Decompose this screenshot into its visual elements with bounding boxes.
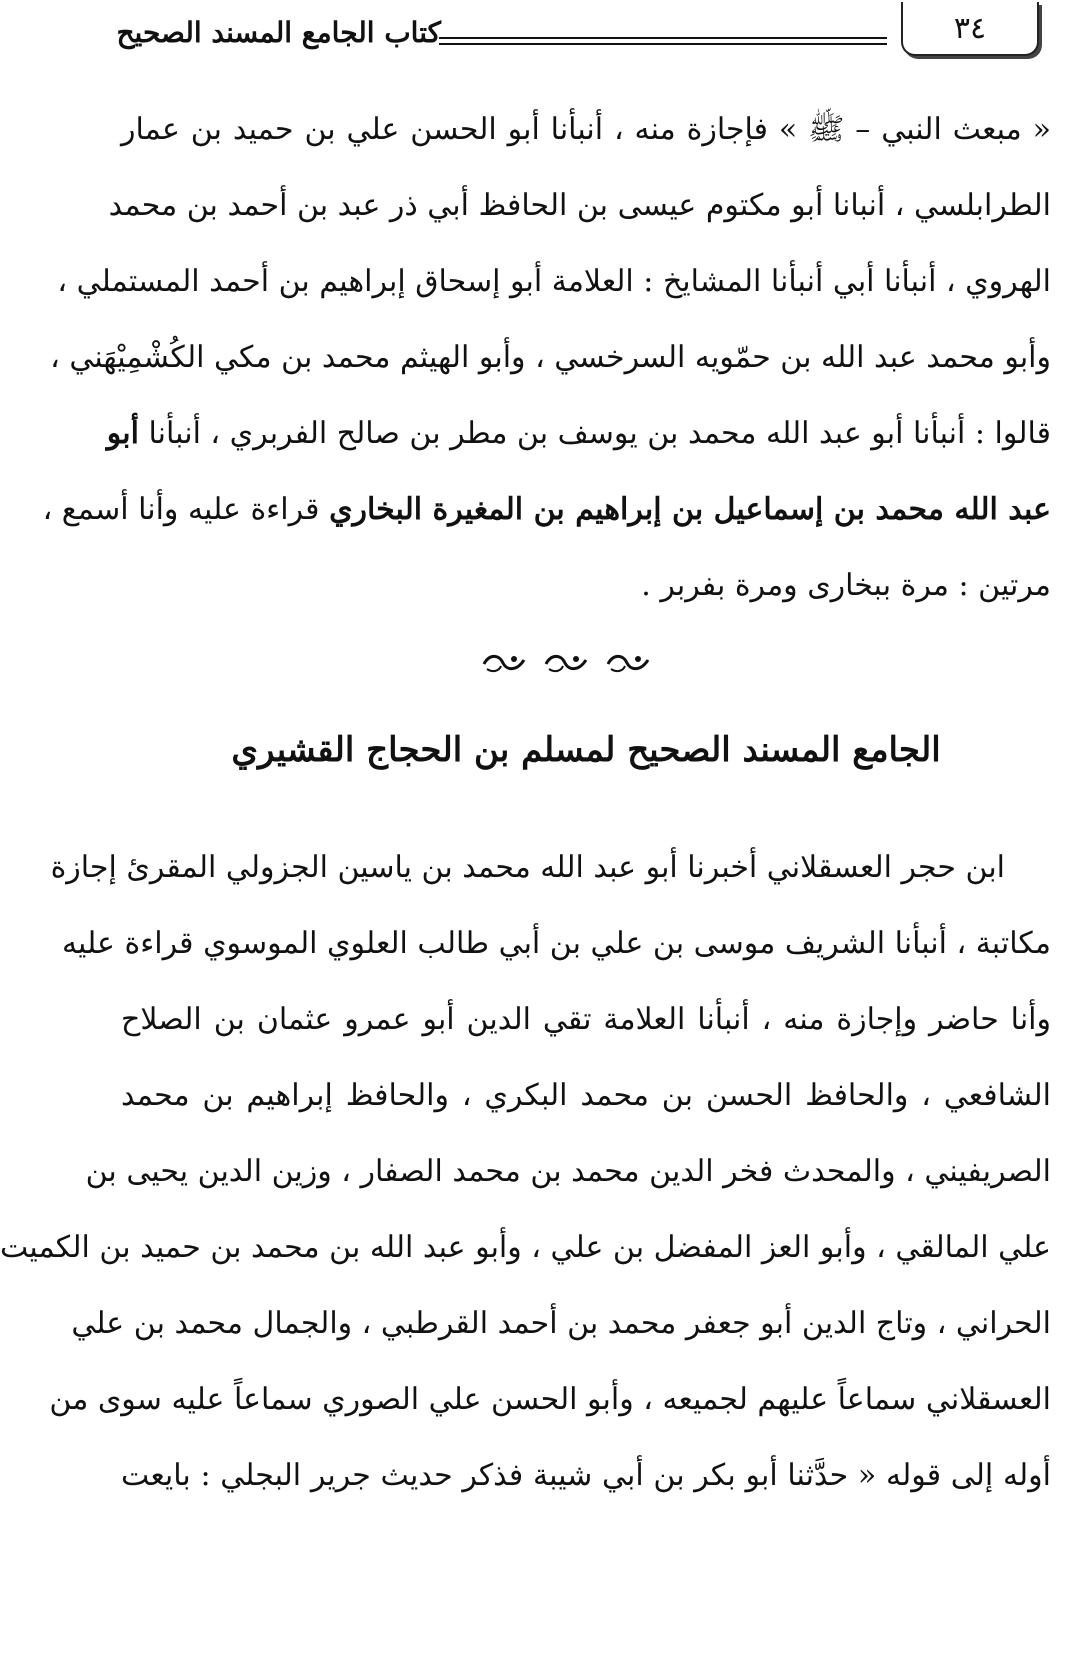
text-line: العسقلاني سماعاً عليهم لجميعه ، وأبو الحسن علي الصوري سماعاً عليه سوى من — [49, 1382, 1051, 1417]
text-line: ابن حجر العسقلاني أخبرنا أبو عبد الله محمد بن ياسين الجزولي المقرئ إجازة — [50, 850, 1005, 885]
text-line: الحراني ، وتاج الدين أبو جعفر محمد بن أحمد القرطبي ، والجمال محمد بن علي — [71, 1306, 1051, 1341]
text-line: الشافعي ، والحافظ الحسن بن محمد البكري ، والحافظ إبراهيم بن محمد — [121, 1078, 1051, 1113]
header-rule-bottom — [439, 43, 887, 45]
text-line: الهروي ، أنبأنا أبي أنبأنا المشايخ : العلامة أبو إسحاق إبراهيم بن أحمد المستملي ، — [57, 264, 1051, 299]
text-line: وأنا حاضر وإجازة منه ، أنبأنا العلامة تقي الدين أبو عمرو عثمان بن الصلاح — [121, 1002, 1051, 1037]
text-line: أوله إلى قوله « حدَّثنا أبو بكر بن أبي شيبة فذكر حديث جرير البجلي : بايعت — [121, 1458, 1051, 1493]
text-line: الطرابلسي ، أنبانا أبو مكتوم عيسى بن الحافظ أبي ذر عبد بن أحمد بن محمد — [108, 188, 1051, 223]
text-line — [106, 396, 1051, 472]
floral-ornament-icon — [481, 651, 527, 675]
header-rule-top — [439, 37, 887, 39]
text-line — [42, 472, 1051, 548]
text-line: « مبعث النبي – ﷺ » فإجازة منه ، أنبأنا أبو الحسن علي بن حميد بن عمار — [121, 112, 1051, 147]
page-number: ٣٤ — [953, 10, 987, 46]
bold-name-segment: أبو — [106, 416, 139, 451]
floral-ornament-icon — [543, 651, 589, 675]
text-line: علي المالقي ، وأبو العز المفضل بن علي ، وأبو عبد الله بن محمد بن حميد بن الكميت — [0, 1230, 1051, 1265]
page-header — [81, 0, 1091, 70]
running-title: كتاب الجامع المسند الصحيح — [116, 16, 441, 49]
section-title: الجامع المسند الصحيح لمسلم بن الحجاج القشيري — [231, 730, 941, 770]
text-line: وأبو محمد عبد الله بن حمّويه السرخسي ، وأبو الهيثم محمد بن مكي الكُشْمِيْهَني ، — [50, 340, 1051, 375]
floral-ornament-icon — [605, 651, 651, 675]
text-block-one — [42, 92, 1051, 624]
text-segment: قالوا : أنبأنا أبو عبد الله محمد بن يوسف بن مطر بن صالح الفربري ، أنبأنا — [148, 416, 1051, 451]
page-number-box — [901, 2, 1039, 56]
text-block-two — [0, 830, 1051, 1514]
text-line: مرتين : مرة ببخارى ومرة بفربر . — [641, 568, 1051, 603]
bold-name-segment: عبد الله محمد بن إسماعيل بن إبراهيم بن المغيرة البخاري — [329, 492, 1051, 527]
section-divider — [481, 648, 651, 678]
text-line: الصريفيني ، والمحدث فخر الدين محمد بن محمد الصفار ، وزين الدين يحيى بن — [85, 1154, 1051, 1189]
text-segment: قراءة عليه وأنا أسمع ، — [42, 492, 320, 527]
text-line: مكاتبة ، أنبأنا الشريف موسى بن علي بن أبي طالب العلوي الموسوي قراءة عليه — [61, 926, 1051, 961]
